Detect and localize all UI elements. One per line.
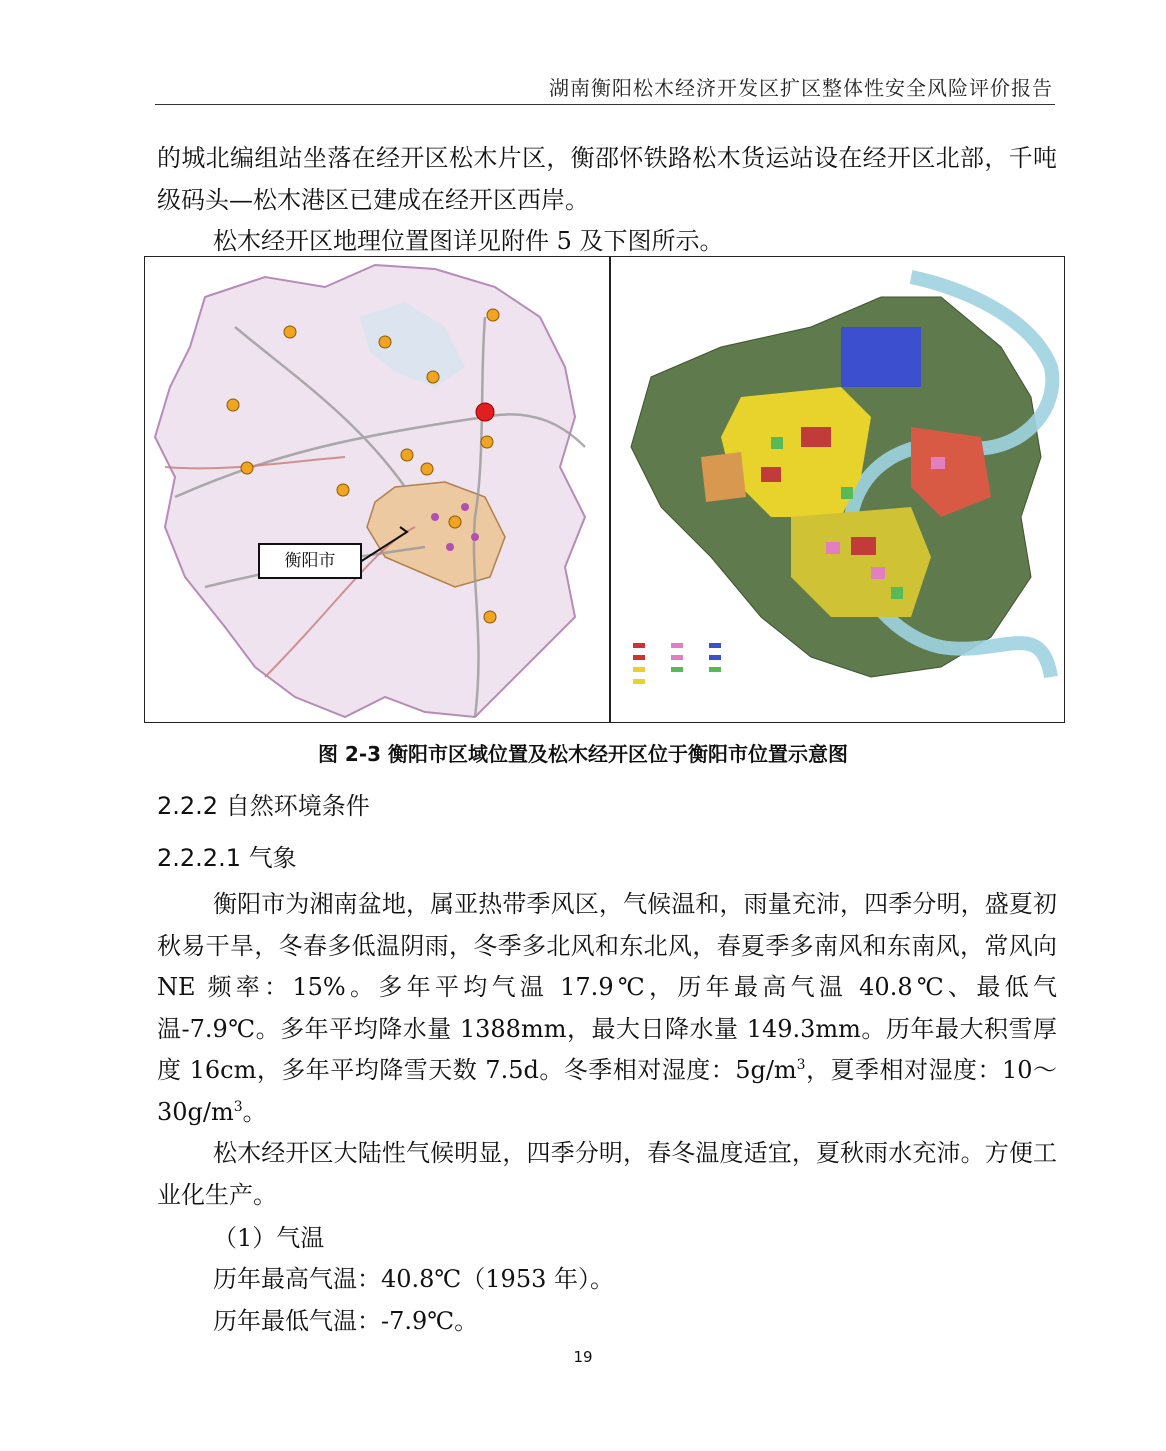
superscript-3b: 3: [233, 1098, 243, 1115]
intro-paragraph-2: 松木经开区地理位置图详见附件 5 及下图所示。: [213, 227, 724, 255]
climate-text-c: 。: [242, 1097, 267, 1126]
item-temperature-title: （1）气温: [213, 1224, 325, 1252]
hunan-region-map: [145, 257, 609, 722]
superscript-3a: 3: [796, 1057, 806, 1073]
climate-text-b: ，夏季相对湿度：10～30g/m: [157, 1056, 1057, 1126]
figure-frame: [144, 256, 1065, 723]
header-title: 湖南衡阳松木经济开发区扩区整体性安全风险评价报告: [549, 76, 1053, 100]
intro-paragraph-1: 的城北编组站坐落在经开区松木片区，衡邵怀铁路松木货运站设在经开区北部，千吨级码头—松木港区已建成在经开区西岸。: [157, 144, 1057, 214]
section-heading-2-2-2: 2.2.2 自然环境条件: [157, 792, 370, 820]
min-temperature-line: 历年最低气温：-7.9℃。: [213, 1307, 479, 1335]
songmu-planning-map: [611, 257, 1063, 722]
climate-paragraph-1: [157, 884, 1057, 1133]
climate-text-a: 衡阳市为湘南盆地，属亚热带季风区，气候温和，雨量充沛，四季分明，盛夏初秋易干旱，冬春多低温阴雨，冬季多北风和东北风，春夏季多南风和东南风，常风向 NE 频率：15%。多年平均气温 17.9℃，历年最高气温 40.8℃、最低气温-7.9℃。多年平均降水量 1388mm，最大日降水量 149.3mm。历年最大积雪厚度 16cm，多年平均降雪天数 7.5d。冬季相对湿度：5g/m: [157, 890, 1057, 1084]
climate-paragraph-2: 松木经开区大陆性气候明显，四季分明，春冬温度适宜，夏秋雨水充沛。方便工业化生产。: [157, 1139, 1057, 1209]
figure-caption: 图 2-3 衡阳市区域位置及松木经开区位于衡阳市位置示意图: [317, 742, 849, 766]
figure-divider: [609, 257, 611, 722]
section-heading-2-2-2-1: 2.2.2.1 气象: [157, 844, 297, 872]
page-number: 19: [573, 1348, 593, 1366]
page-header: [155, 70, 1055, 105]
hengyang-map-label: 衡阳市: [258, 543, 362, 579]
map-legend: [629, 637, 769, 712]
max-temperature-line: 历年最高气温：40.8℃（1953 年）。: [213, 1265, 614, 1293]
